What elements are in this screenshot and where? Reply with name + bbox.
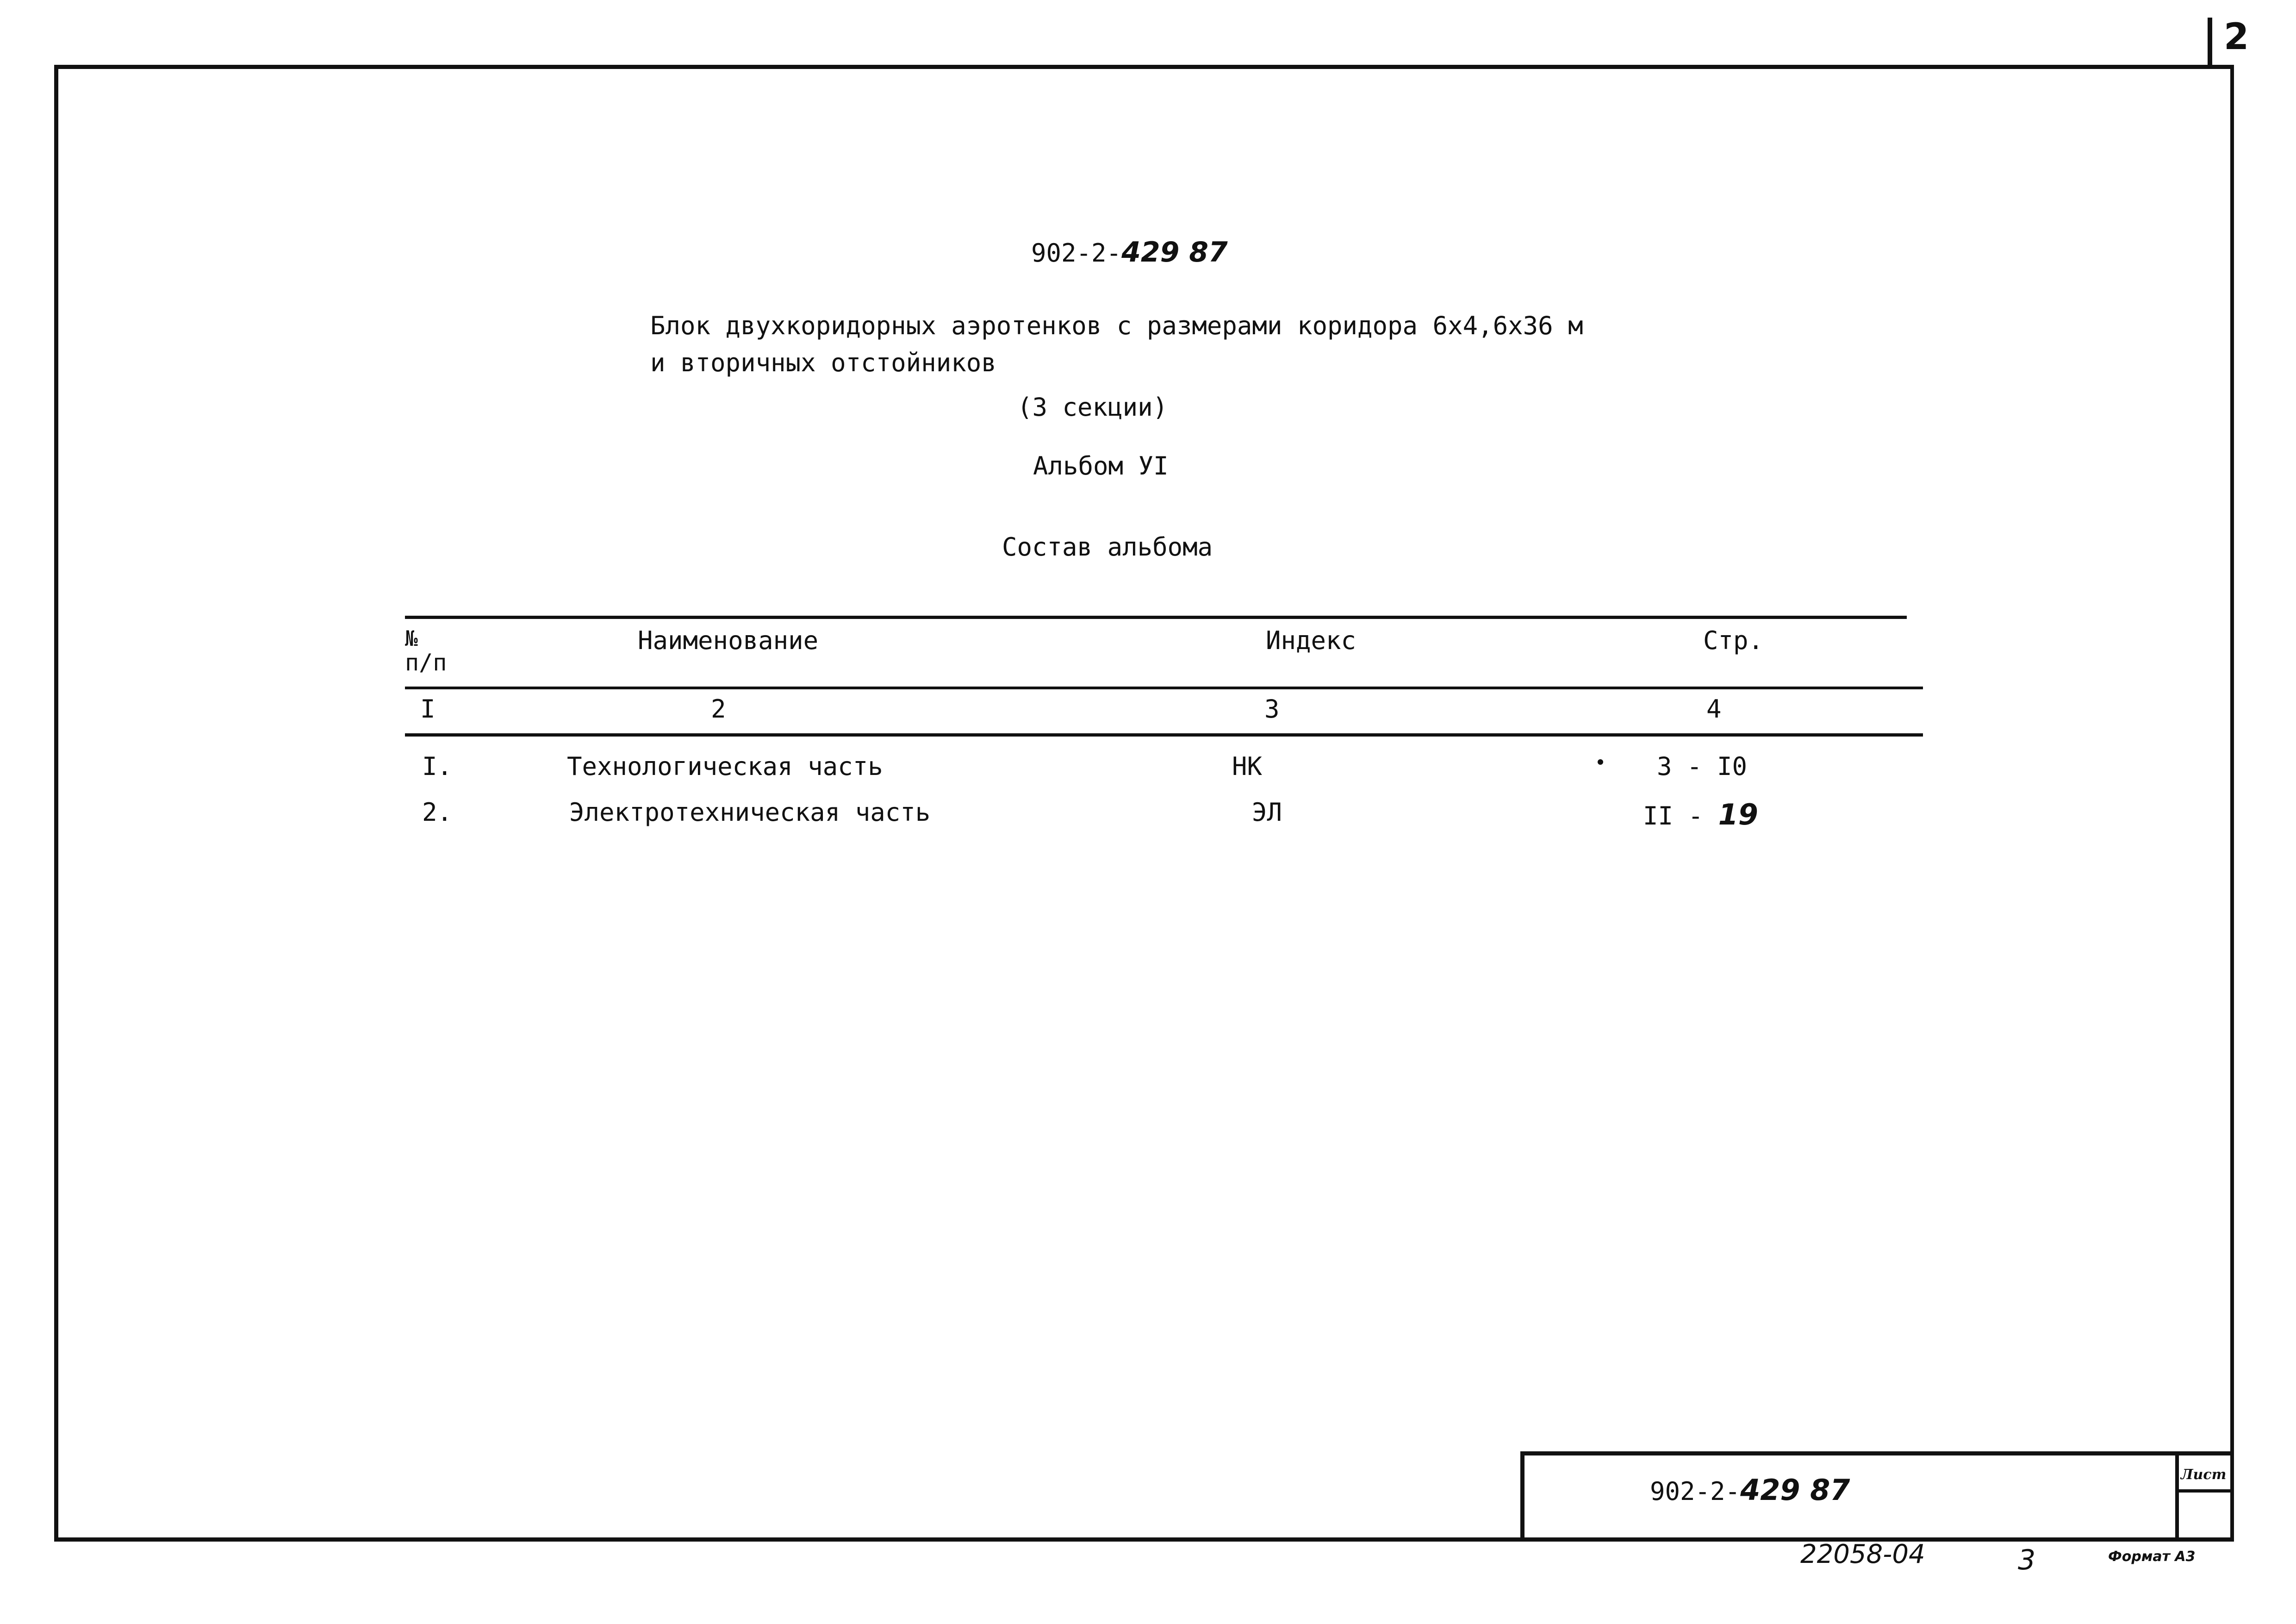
sheet-number: 2: [2224, 16, 2249, 58]
document-title-line2: и вторичных отстойников: [650, 348, 996, 377]
row-pages: 3 - I0: [1657, 752, 1748, 781]
title-block-sheet-cell-rule: [2175, 1489, 2234, 1493]
copy-number: 3: [2018, 1544, 2036, 1576]
col-number-2: 2: [711, 694, 726, 724]
document-title-line1: Блок двухкоридорных аэротенков с размерами коридора 6х4,6х36 м: [650, 311, 1583, 340]
ink-dot: [1598, 759, 1603, 765]
table-body-rule: [405, 733, 1923, 737]
header-name: Наименование: [638, 626, 819, 655]
row-index: НК: [1232, 752, 1263, 781]
title-block-code-handwritten: 429 87: [1740, 1473, 1850, 1507]
col-number-4: 4: [1706, 694, 1722, 724]
header-index: Индекс: [1266, 626, 1356, 655]
sheet-number-mark: [2208, 18, 2212, 69]
header-num-line2: п/п: [405, 649, 447, 676]
album-label: Альбом УI: [1033, 451, 1169, 481]
title-block-divider: [2175, 1454, 2179, 1542]
drawing-frame: [54, 65, 2234, 1542]
row-number: 2.: [422, 798, 453, 827]
row-pages-typed: II -: [1643, 801, 1704, 831]
format-label: Формат А3: [2108, 1549, 2196, 1565]
document-code-prefix: 902-2-: [1031, 238, 1122, 268]
col-number-1: I: [420, 694, 436, 724]
col-number-3: 3: [1264, 694, 1280, 724]
row-pages-handwritten: 19: [1718, 798, 1758, 831]
table-header-rule: [405, 687, 1923, 689]
row-name: Технологическая часть: [567, 752, 883, 781]
inventory-number: 22058-04: [1800, 1539, 1925, 1569]
header-page: Стр.: [1703, 626, 1764, 655]
contents-title: Состав альбома: [1002, 532, 1213, 562]
document-code-handwritten: 429 87: [1121, 236, 1228, 269]
document-code: [1031, 236, 1228, 269]
header-num-line1: №: [405, 626, 418, 651]
table-top-rule: [405, 616, 1907, 619]
row-pages: [1643, 798, 1758, 831]
title-block-code: [1650, 1473, 1850, 1507]
row-number: I.: [422, 752, 453, 781]
row-index: ЭЛ: [1252, 798, 1282, 827]
title-block-code-prefix: 902-2-: [1650, 1477, 1741, 1506]
sheet-label: Лист: [2181, 1467, 2227, 1483]
sections-note: (3 секции): [1017, 393, 1168, 422]
row-name: Электротехническая часть: [569, 798, 931, 827]
title-block: [1520, 1451, 2234, 1542]
